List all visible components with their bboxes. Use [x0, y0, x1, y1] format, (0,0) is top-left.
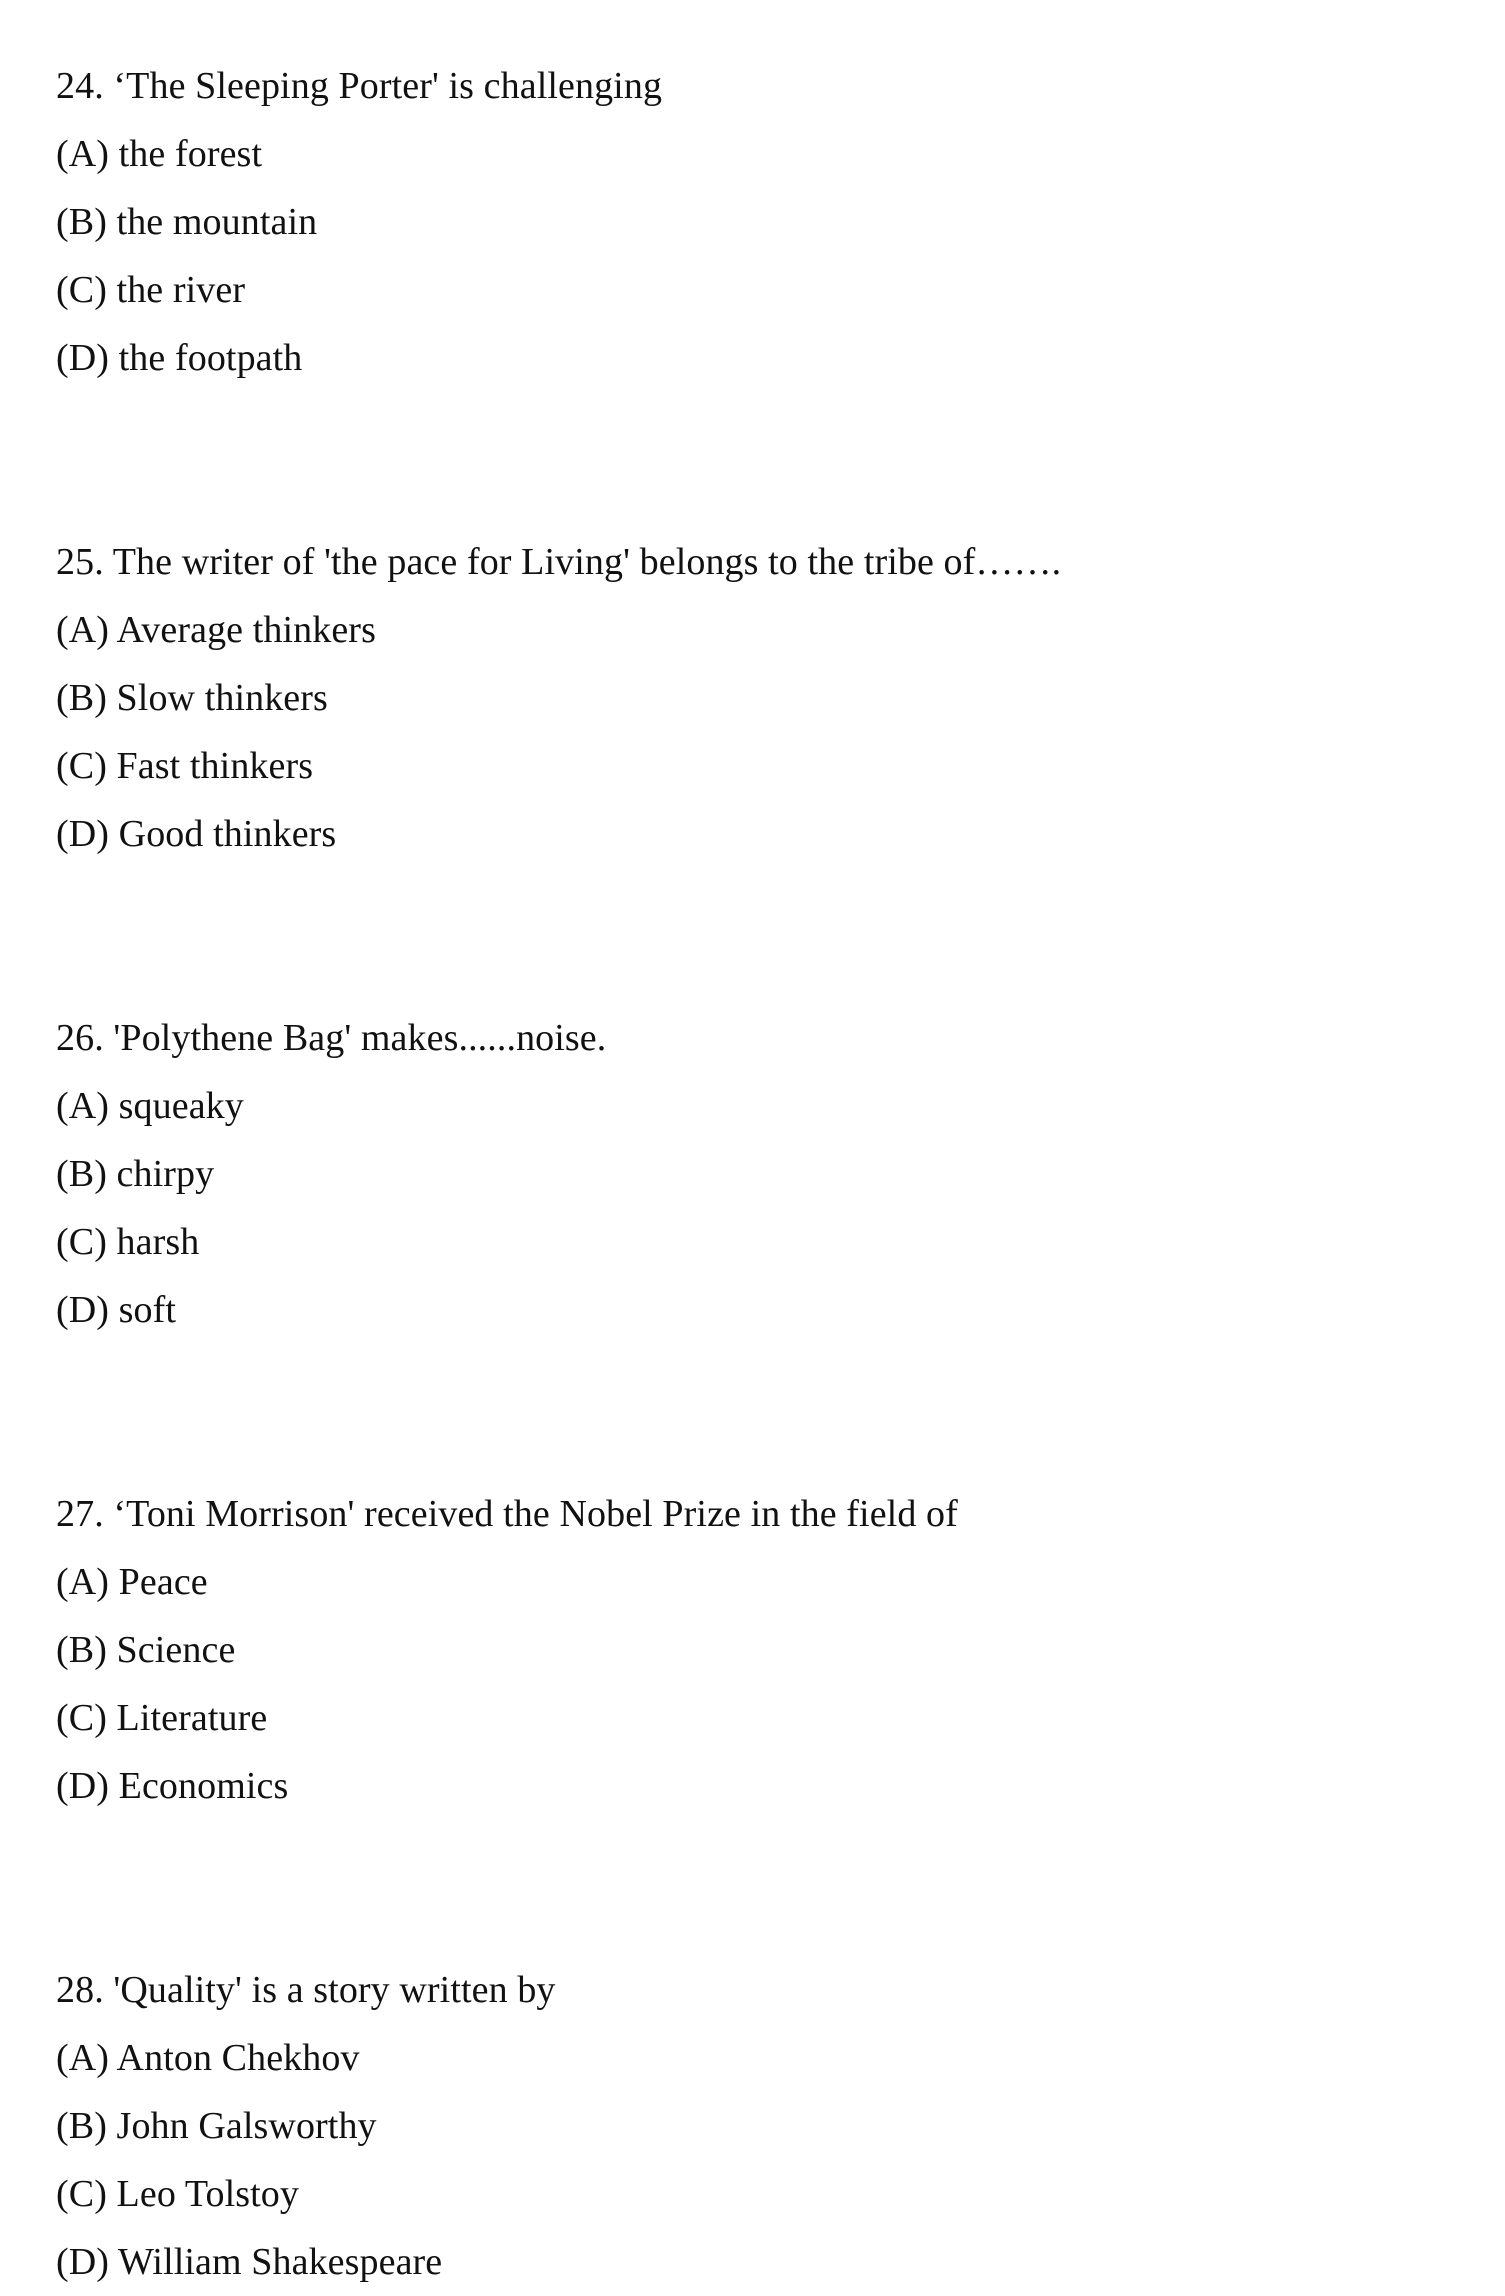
option-d: (D) William Shakespeare	[56, 2241, 443, 2283]
option-d: (D) Good thinkers	[56, 813, 337, 855]
option-c: (C) Leo Tolstoy	[56, 2173, 300, 2215]
option-c: (C) Literature	[56, 1697, 268, 1739]
option-a: (A) the forest	[56, 133, 263, 175]
option-a: (A) Anton Chekhov	[56, 2037, 360, 2079]
option-a: (A) Average thinkers	[56, 609, 376, 651]
option-c: (C) harsh	[56, 1221, 200, 1263]
option-a: (A) squeaky	[56, 1085, 244, 1127]
option-b: (B) Slow thinkers	[56, 677, 328, 719]
option-b: (B) Science	[56, 1629, 236, 1671]
question-28	[56, 1956, 1456, 2296]
option-d: (D) the footpath	[56, 337, 303, 379]
question-stem: 26. 'Polythene Bag' makes......noise.	[56, 1017, 607, 1059]
question-stem: 25. The writer of 'the pace for Living' belongs to the tribe of…….	[56, 541, 1062, 583]
question-26	[56, 1004, 1456, 1344]
question-27	[56, 1480, 1456, 1820]
question-24	[56, 52, 1456, 392]
option-c: (C) the river	[56, 269, 246, 311]
document-page	[56, 52, 1456, 2296]
option-b: (B) chirpy	[56, 1153, 215, 1195]
option-a: (A) Peace	[56, 1561, 208, 1603]
option-d: (D) soft	[56, 1289, 177, 1331]
option-b: (B) John Galsworthy	[56, 2105, 377, 2147]
question-stem: 27. ‘Toni Morrison' received the Nobel Prize in the field of	[56, 1493, 958, 1535]
option-d: (D) Economics	[56, 1765, 289, 1807]
question-stem: 28. 'Quality' is a story written by	[56, 1969, 556, 2011]
question-25	[56, 528, 1456, 868]
option-b: (B) the mountain	[56, 201, 318, 243]
question-stem: 24. ‘The Sleeping Porter' is challenging	[56, 65, 663, 107]
option-c: (C) Fast thinkers	[56, 745, 314, 787]
